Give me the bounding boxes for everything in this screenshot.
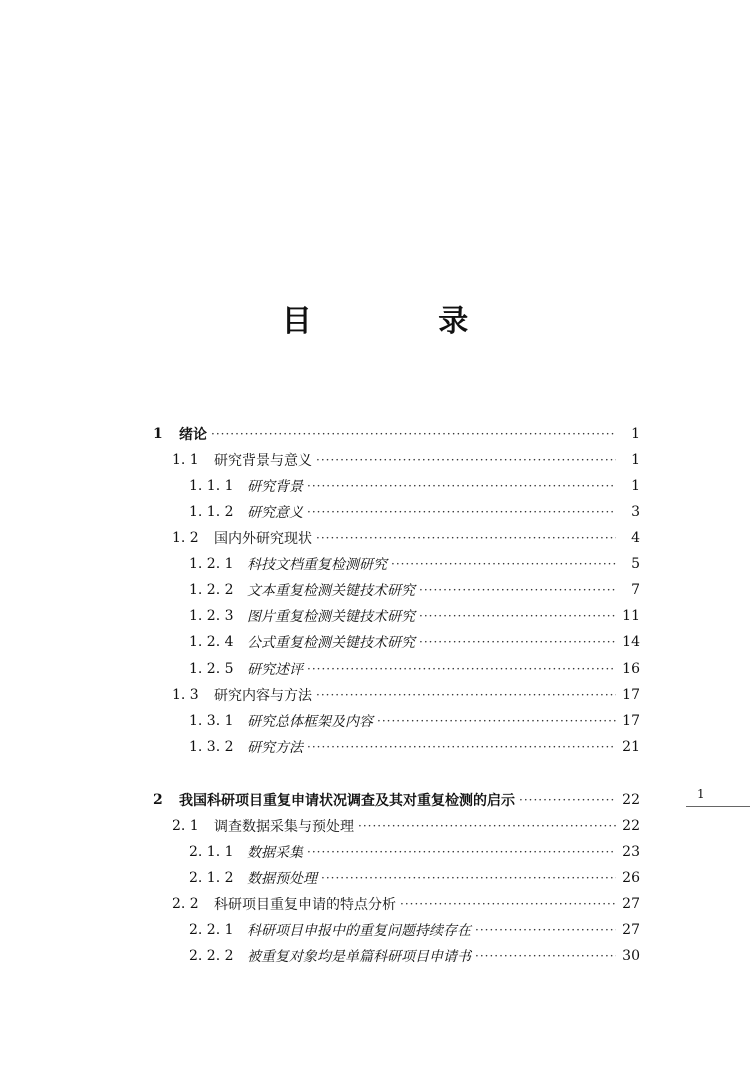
toc-entry-number: 2. 2. 1 [189, 922, 234, 938]
toc-entry-number: 2. 2. 2 [189, 948, 234, 964]
toc-leader-dots [519, 793, 616, 807]
toc-entry-title: 研究背景与意义 [214, 453, 312, 469]
toc-entry-number: 1. 2. 5 [189, 661, 234, 677]
toc-entry-section-2-2[interactable] [172, 892, 640, 916]
side-page-rule [686, 806, 750, 807]
toc-entry-title: 绪论 [179, 427, 207, 443]
toc-entry-subsection-1-3-1[interactable] [189, 709, 640, 733]
toc-entry-page: 23 [622, 844, 640, 860]
toc-leader-dots [419, 609, 616, 623]
toc-entry-page: 17 [622, 687, 640, 703]
toc-leader-dots [316, 688, 616, 702]
toc-entry-subsection-1-1-1[interactable] [189, 474, 640, 498]
toc-leader-dots [211, 427, 616, 441]
toc-entry-title: 文本重复检测关键技术研究 [247, 583, 415, 599]
toc-entry-title: 公式重复检测关键技术研究 [247, 635, 415, 651]
toc-entry-title: 图片重复检测关键技术研究 [247, 609, 415, 625]
toc-entry-number: 1. 2 [172, 530, 199, 546]
toc-entry-title: 我国科研项目重复申请状况调查及其对重复检测的启示 [179, 793, 515, 809]
toc-entry-number: 2. 1. 2 [189, 870, 234, 886]
toc-entry-page: 30 [622, 948, 640, 964]
toc-entry-title: 研究总体框架及内容 [247, 714, 373, 730]
toc-entry-number: 1 [153, 426, 163, 442]
toc-leader-dots [307, 740, 616, 754]
toc-entry-number: 1. 2. 2 [189, 582, 234, 598]
toc-leader-dots [321, 871, 616, 885]
toc-entry-page: 5 [631, 556, 640, 572]
toc-entry-subsection-2-1-2[interactable] [189, 866, 640, 890]
toc-entry-title: 国内外研究现状 [214, 531, 312, 547]
toc-entry-page: 16 [622, 661, 640, 677]
toc-entry-subsection-2-1-1[interactable] [189, 840, 640, 864]
toc-entry-title: 研究述评 [247, 662, 303, 678]
toc-entry-section-1-1[interactable] [172, 448, 640, 472]
toc-entry-title: 被重复对象均是单篇科研项目申请书 [247, 949, 471, 965]
toc-entry-page: 27 [622, 922, 640, 938]
toc-leader-dots [316, 531, 616, 545]
toc-entry-page: 22 [622, 818, 640, 834]
toc-entry-number: 1. 1 [172, 452, 199, 468]
toc-entry-page: 7 [631, 582, 640, 598]
toc-entry-subsection-1-2-1[interactable] [189, 552, 640, 576]
toc-entry-page: 26 [622, 870, 640, 886]
toc-leader-dots [316, 453, 616, 467]
toc-entry-number: 2. 1 [172, 818, 199, 834]
toc-entry-chapter-2[interactable] [153, 788, 640, 812]
toc-entry-page: 11 [622, 608, 640, 624]
toc-entry-number: 2. 1. 1 [189, 844, 234, 860]
toc-leader-dots [475, 949, 616, 963]
toc-entry-number: 1. 1. 1 [189, 478, 234, 494]
toc-leader-dots [307, 845, 616, 859]
toc-entry-title: 研究意义 [247, 505, 303, 521]
toc-entry-page: 1 [631, 452, 640, 468]
toc-leader-dots [358, 819, 616, 833]
toc-entry-chapter-1[interactable] [153, 422, 640, 446]
toc-entry-section-2-1[interactable] [172, 814, 640, 838]
toc-entry-number: 1. 2. 3 [189, 608, 234, 624]
toc-entry-page: 22 [622, 792, 640, 808]
toc-entry-number: 1. 2. 4 [189, 634, 234, 650]
toc-entry-section-1-3[interactable] [172, 683, 640, 707]
toc-entry-title: 调查数据采集与预处理 [214, 819, 354, 835]
page-title: 目 录 [281, 304, 527, 339]
toc-entry-subsection-2-2-2[interactable] [189, 944, 640, 968]
toc-entry-page: 3 [631, 504, 640, 520]
toc-leader-dots [475, 923, 616, 937]
toc-entry-page: 1 [631, 426, 640, 442]
toc-entry-subsection-1-3-2[interactable] [189, 735, 640, 759]
toc-entry-page: 14 [622, 634, 640, 650]
toc-entry-subsection-1-2-4[interactable] [189, 630, 640, 654]
toc-entry-number: 2. 2 [172, 896, 199, 912]
toc-entry-number: 1. 3. 2 [189, 739, 234, 755]
toc-leader-dots [391, 557, 616, 571]
toc-entry-page: 17 [622, 713, 640, 729]
toc-entry-number: 1. 3. 1 [189, 713, 234, 729]
toc-entry-page: 27 [622, 896, 640, 912]
toc-entry-number: 2 [153, 792, 163, 808]
toc-entry-subsection-1-2-3[interactable] [189, 604, 640, 628]
toc-entry-section-1-2[interactable] [172, 526, 640, 550]
toc-leader-dots [377, 714, 616, 728]
toc-entry-number: 1. 2. 1 [189, 556, 234, 572]
toc-entry-title: 数据采集 [247, 845, 303, 861]
toc-leader-dots [419, 635, 616, 649]
toc-entry-title: 科技文档重复检测研究 [247, 557, 387, 573]
toc-entry-number: 1. 3 [172, 687, 199, 703]
side-page-number: 1 [697, 787, 705, 801]
toc-leader-dots [307, 505, 616, 519]
toc-entry-subsection-1-2-5[interactable] [189, 657, 640, 681]
toc-entry-subsection-1-2-2[interactable] [189, 578, 640, 602]
toc-entry-title: 研究背景 [247, 479, 303, 495]
toc-entry-title: 数据预处理 [247, 871, 317, 887]
toc-entry-page: 4 [631, 530, 640, 546]
toc-entry-title: 研究内容与方法 [214, 688, 312, 704]
toc-entry-page: 1 [631, 478, 640, 494]
toc-entry-title: 研究方法 [247, 740, 303, 756]
toc-leader-dots [419, 583, 616, 597]
toc-leader-dots [307, 662, 616, 676]
toc-leader-dots [400, 897, 616, 911]
toc-entry-subsection-1-1-2[interactable] [189, 500, 640, 524]
toc-entry-page: 21 [622, 739, 640, 755]
toc-entry-title: 科研项目申报中的重复问题持续存在 [247, 923, 471, 939]
toc-entry-title: 科研项目重复申请的特点分析 [214, 897, 396, 913]
toc-entry-number: 1. 1. 2 [189, 504, 234, 520]
toc-entry-subsection-2-2-1[interactable] [189, 918, 640, 942]
toc-leader-dots [307, 479, 616, 493]
